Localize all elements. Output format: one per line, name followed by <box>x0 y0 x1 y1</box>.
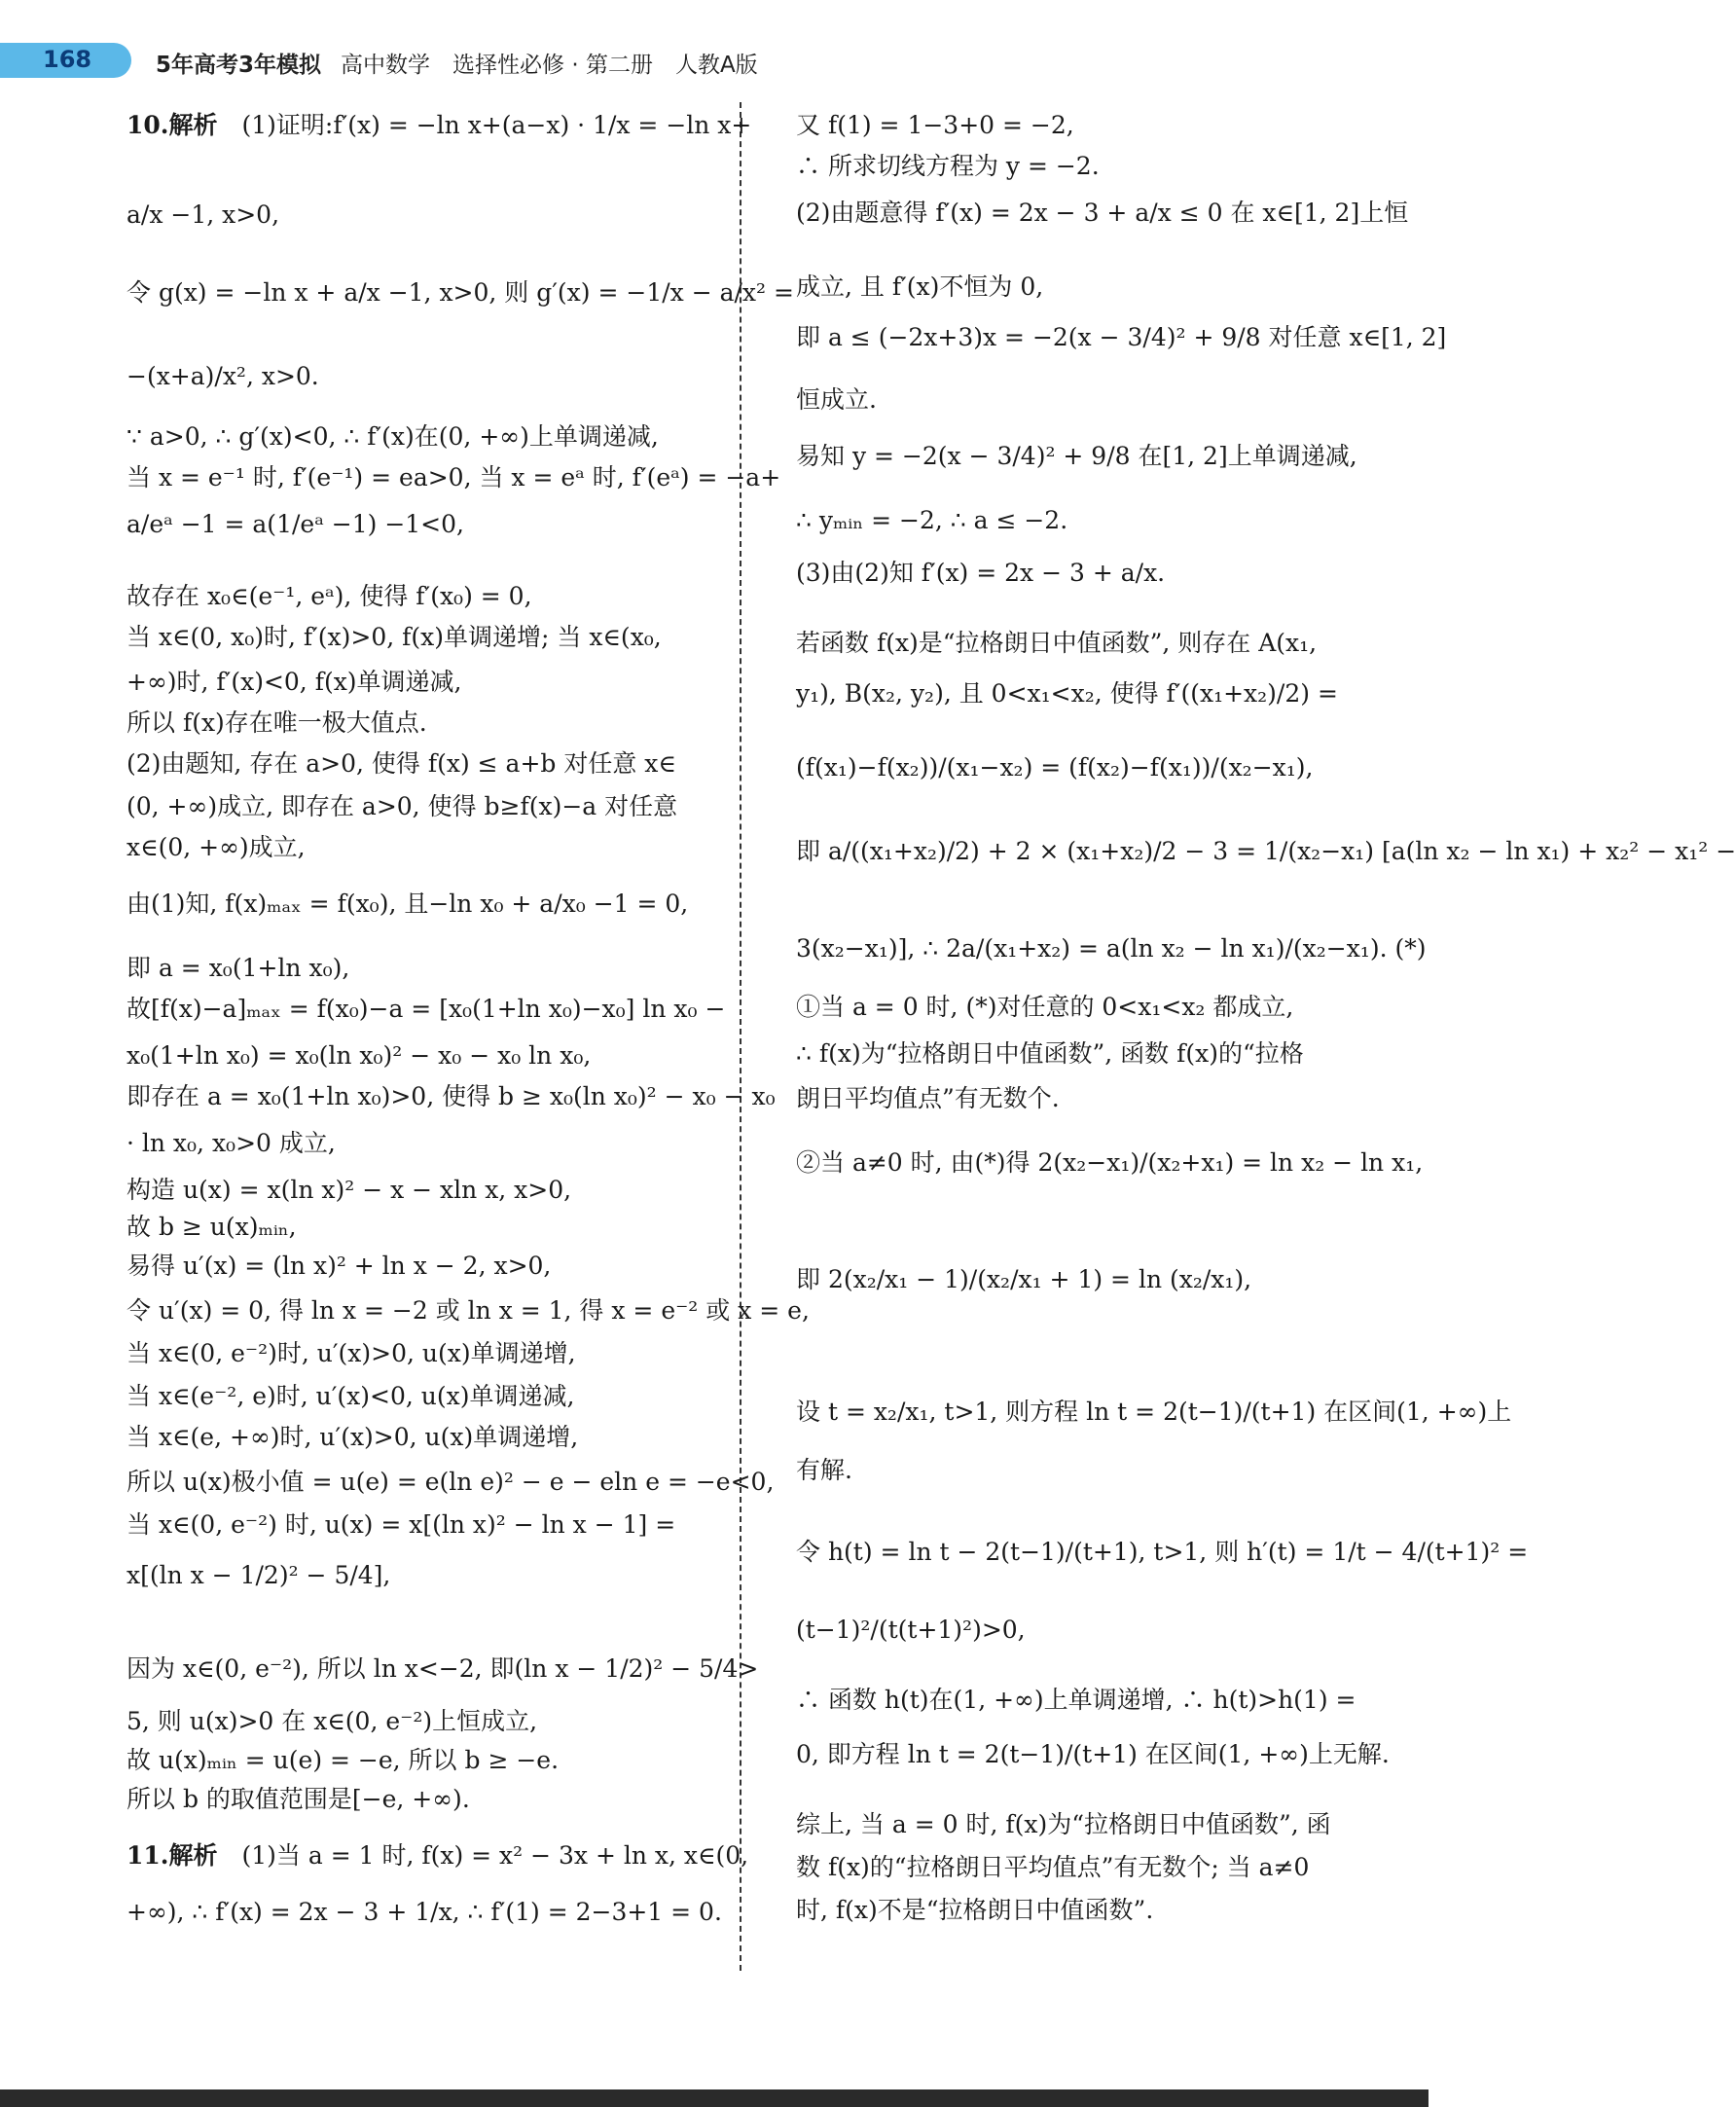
text-line: (0, +∞)成立, 即存在 a>0, 使得 b≥f(x)−a 对任意 <box>127 792 678 820</box>
text-line: +∞)时, f′(x)<0, f(x)单调递减, <box>127 668 462 696</box>
text-line: ∴ f(x)为“拉格朗日中值函数”, 函数 f(x)的“拉格 <box>796 1039 1304 1068</box>
page-header <box>0 43 1429 78</box>
text-line: ∵ a>0, ∴ g′(x)<0, ∴ f′(x)在(0, +∞)上单调递减, <box>127 422 659 451</box>
text-line: 故 u(x)ₘᵢₙ = u(e) = −e, 所以 b ≥ −e. <box>127 1746 560 1774</box>
text-line: 即 a ≤ (−2x+3)x = −2(x − 3/4)² + 9/8 对任意 x∈[1, 2] <box>796 323 1447 351</box>
text-line: 当 x = e⁻¹ 时, f′(e⁻¹) = ea>0, 当 x = eᵃ 时, f′(eᵃ) = −a+ <box>127 463 781 491</box>
text-line: (2)由题意得 f′(x) = 2x − 3 + a/x ≤ 0 在 x∈[1, 2]上恒 <box>796 199 1409 227</box>
text-line: ∴ 函数 h(t)在(1, +∞)上单调递增, ∴ h(t)>h(1) = <box>796 1686 1356 1714</box>
page-bottom-edge <box>0 2089 1429 2107</box>
text-line: 构造 u(x) = x(ln x)² − x − xln x, x>0, <box>127 1176 572 1204</box>
text-line: 5, 则 u(x)>0 在 x∈(0, e⁻²)上恒成立, <box>127 1707 538 1735</box>
text-line: 所以 f(x)存在唯一极大值点. <box>127 708 427 737</box>
text-line: 恒成立. <box>796 385 877 414</box>
text-line: 故存在 x₀∈(e⁻¹, eᵃ), 使得 f′(x₀) = 0, <box>127 582 532 610</box>
text-line: (f(x₁)−f(x₂))/(x₁−x₂) = (f(x₂)−f(x₁))/(x₂−x₁), <box>796 753 1314 781</box>
text-line: 故[f(x)−a]ₘₐₓ = f(x₀)−a = [x₀(1+ln x₀)−x₀] ln x₀ − <box>127 995 726 1023</box>
text-line: 令 u′(x) = 0, 得 ln x = −2 或 ln x = 1, 得 x = e⁻² 或 x = e, <box>127 1296 810 1325</box>
text-line: 因为 x∈(0, e⁻²), 所以 ln x<−2, 即(ln x − 1/2)² − 5/4> <box>127 1654 759 1683</box>
text-line: 成立, 且 f′(x)不恒为 0, <box>796 272 1044 301</box>
page-number-tab <box>0 43 131 78</box>
text-line: 当 x∈(e⁻², e)时, u′(x)<0, u(x)单调递减, <box>127 1382 575 1410</box>
question-label: 10.解析 <box>127 111 218 139</box>
running-title <box>156 47 758 79</box>
text-line: 即 2(x₂/x₁ − 1)/(x₂/x₁ + 1) = ln (x₂/x₁), <box>796 1265 1252 1293</box>
text-line: 故 b ≥ u(x)ₘᵢₙ, <box>127 1213 297 1241</box>
book-title: 5年高考3年模拟 <box>156 53 322 78</box>
text-line: · ln x₀, x₀>0 成立, <box>127 1129 336 1157</box>
text-line: +∞), ∴ f′(x) = 2x − 3 + 1/x, ∴ f′(1) = 2−3+1 = 0. <box>127 1898 722 1926</box>
text-line: 又 f(1) = 1−3+0 = −2, <box>796 111 1074 139</box>
text-line: 当 x∈(0, x₀)时, f′(x)>0, f(x)单调递增; 当 x∈(x₀, <box>127 623 662 651</box>
text-line: ∴ yₘᵢₙ = −2, ∴ a ≤ −2. <box>796 506 1068 534</box>
text-line: 即存在 a = x₀(1+ln x₀)>0, 使得 b ≥ x₀(ln x₀)² − x₀ − x₀ <box>127 1082 776 1110</box>
text-line: 10.解析 (1)证明:f′(x) = −ln x+(a−x) · 1/x = −ln x+ <box>127 111 752 139</box>
text-line: 易得 u′(x) = (ln x)² + ln x − 2, x>0, <box>127 1252 552 1280</box>
text-line: 当 x∈(e, +∞)时, u′(x)>0, u(x)单调递增, <box>127 1423 579 1451</box>
text-line: x₀(1+ln x₀) = x₀(ln x₀)² − x₀ − x₀ ln x₀, <box>127 1041 592 1070</box>
text-line: 令 h(t) = ln t − 2(t−1)/(t+1), t>1, 则 h′(t) = 1/t − 4/(t+1)² = <box>796 1538 1529 1566</box>
question-label: 11.解析 <box>127 1841 218 1870</box>
text-line: −(x+a)/x², x>0. <box>127 362 319 390</box>
text-line: ②当 a≠0 时, 由(*)得 2(x₂−x₁)/(x₂+x₁) = ln x₂ − ln x₁, <box>796 1148 1424 1177</box>
text-line: 即 a/((x₁+x₂)/2) + 2 × (x₁+x₂)/2 − 3 = 1/(x₂−x₁) [a(ln x₂ − ln x₁) + x₂² − x₁² − <box>796 837 1736 865</box>
text-line: 数 f(x)的“拉格朗日平均值点”有无数个; 当 a≠0 <box>796 1853 1310 1881</box>
text-line: a/eᵃ −1 = a(1/eᵃ −1) −1<0, <box>127 510 464 538</box>
text-line: (2)由题知, 存在 a>0, 使得 f(x) ≤ a+b 对任意 x∈ <box>127 749 676 778</box>
text-line: ∴ 所求切线方程为 y = −2. <box>796 152 1100 180</box>
text-line: 当 x∈(0, e⁻²)时, u′(x)>0, u(x)单调递增, <box>127 1339 576 1367</box>
page-number: 168 <box>43 46 92 73</box>
text-line: (t−1)²/(t(t+1)²)>0, <box>796 1616 1026 1644</box>
book-subtitle: 高中数学 选择性必修 · 第二册 人教A版 <box>341 53 758 78</box>
text-line: 时, f(x)不是“拉格朗日中值函数”. <box>796 1896 1154 1924</box>
text-line: ①当 a = 0 时, (*)对任意的 0<x₁<x₂ 都成立, <box>796 993 1294 1021</box>
text-line: a/x −1, x>0, <box>127 200 280 229</box>
text-line: 由(1)知, f(x)ₘₐₓ = f(x₀), 且−ln x₀ + a/x₀ −1 = 0, <box>127 890 689 918</box>
text-line: 若函数 f(x)是“拉格朗日中值函数”, 则存在 A(x₁, <box>796 629 1318 657</box>
text-line: 综上, 当 a = 0 时, f(x)为“拉格朗日中值函数”, 函 <box>796 1810 1331 1838</box>
text-line: 11.解析 (1)当 a = 1 时, f(x) = x² − 3x + ln x, x∈(0, <box>127 1841 749 1870</box>
text-line: 易知 y = −2(x − 3/4)² + 9/8 在[1, 2]上单调递减, <box>796 442 1357 470</box>
text-line: x∈(0, +∞)成立, <box>127 833 306 861</box>
text-line: 有解. <box>796 1456 852 1484</box>
text-line: 所以 u(x)极小值 = u(e) = e(ln e)² − e − eln e = −e<0, <box>127 1468 775 1496</box>
text-line: 令 g(x) = −ln x + a/x −1, x>0, 则 g′(x) = −1/x − a/x² = <box>127 278 794 307</box>
text-line: 当 x∈(0, e⁻²) 时, u(x) = x[(ln x)² − ln x − 1] = <box>127 1510 676 1539</box>
column-divider <box>740 102 741 1971</box>
text-line: 3(x₂−x₁)], ∴ 2a/(x₁+x₂) = a(ln x₂ − ln x₁)/(x₂−x₁). (*) <box>796 934 1427 963</box>
text-line: 0, 即方程 ln t = 2(t−1)/(t+1) 在区间(1, +∞)上无解. <box>796 1740 1390 1768</box>
text-line: 所以 b 的取值范围是[−e, +∞). <box>127 1785 470 1813</box>
text-line: x[(ln x − 1/2)² − 5/4], <box>127 1561 391 1589</box>
text-line: 即 a = x₀(1+ln x₀), <box>127 954 350 982</box>
text-line: 设 t = x₂/x₁, t>1, 则方程 ln t = 2(t−1)/(t+1) 在区间(1, +∞)上 <box>796 1398 1512 1426</box>
text-line: 朗日平均值点”有无数个. <box>796 1084 1060 1112</box>
text-line: y₁), B(x₂, y₂), 且 0<x₁<x₂, 使得 f′((x₁+x₂)/2) = <box>796 679 1338 708</box>
text-line: (3)由(2)知 f′(x) = 2x − 3 + a/x. <box>796 559 1166 587</box>
